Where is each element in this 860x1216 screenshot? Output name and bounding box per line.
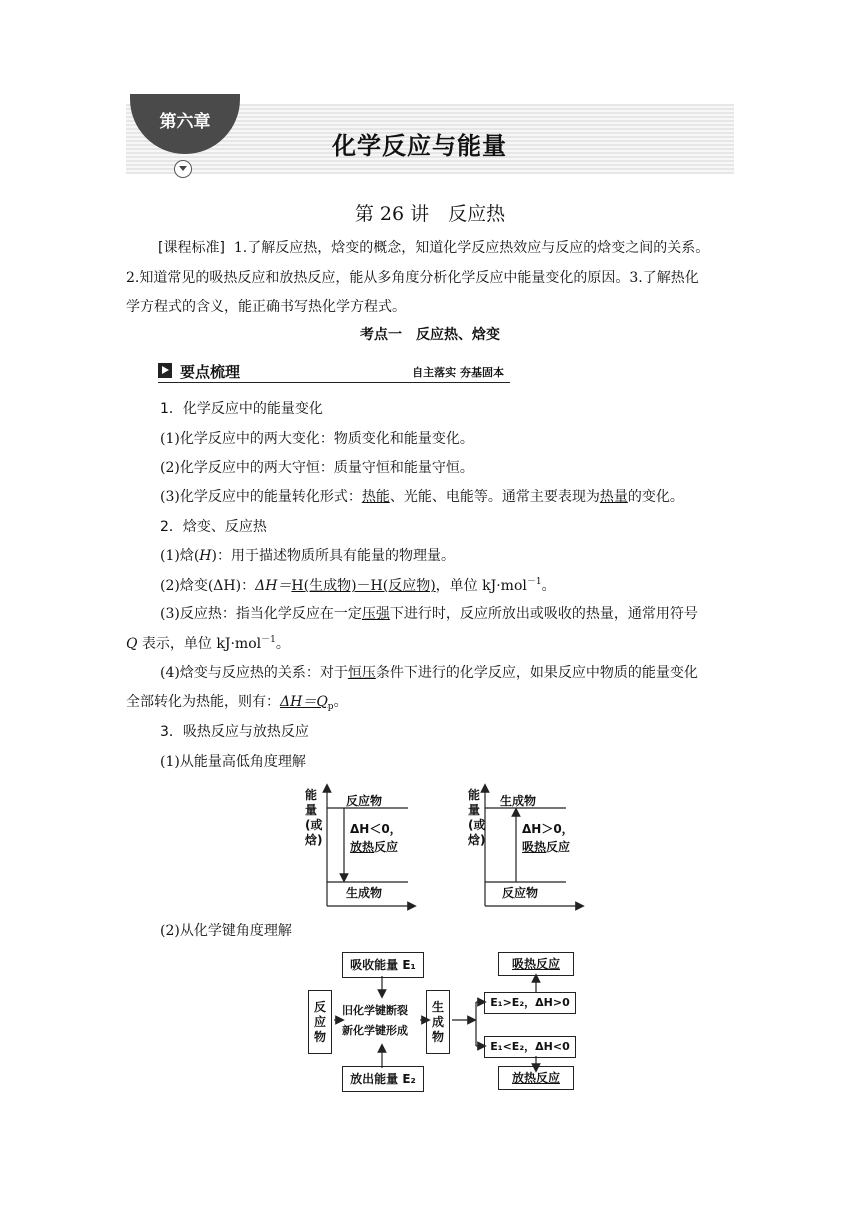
exo-condition-box: E₁<E₂，ΔH<0 [484,1036,576,1058]
right-top-level: 生成物 [500,794,537,808]
standard-text-2: 2.知道常见的吸热反应和放热反应，能从多角度分析化学反应中能量变化的原因。3.了解热化 [126,269,699,286]
bond-break-label: 旧化学键断裂 [342,1004,408,1017]
absorb-energy-box: 吸收能量 E₁ [342,952,424,978]
section-title: 要点梳理 [180,363,241,381]
energy-diagram-right [468,784,608,910]
right-kind: 吸热反应 [522,840,571,854]
s1-p2: (2)化学反应中的两大守恒：质量守恒和能量守恒。 [160,460,474,476]
chevron-down-icon[interactable] [174,160,192,178]
left-bottom-level: 生成物 [346,886,383,900]
chapter-banner [126,104,734,174]
s2-p3-cont: Q 表示，单位 kJ·mol$^{-1}$。 [126,635,290,652]
lecture-title: 第 26 讲 反应热 [354,203,506,225]
left-dh: ΔH＜0， [350,822,402,836]
section-subtitle: 自主落实 夯基固本 [412,366,504,379]
release-energy-box: 放出能量 E₂ [342,1066,424,1092]
play-icon [158,363,172,378]
left-kind: 放热反应 [350,840,399,854]
kaodian-title: 考点一 反应热、焓变 [360,327,500,343]
endothermic-box: 吸热反应 [498,952,574,976]
s3-p1: (1)从能量高低角度理解 [160,754,306,770]
reactant-box: 反应物 [308,990,332,1054]
bond-diagram [308,950,588,1092]
bond-form-label: 新化学键形成 [342,1024,408,1037]
s1-p3: (3)化学反应中的能量转化形式：热能、光能、电能等。通常主要表现为热量的变化。 [160,489,684,505]
chapter-badge: 第六章 [130,94,240,154]
standard-text-3: 学方程式的含义，能正确书写热化学方程式。 [126,299,406,315]
s2-p4-cont: 全部转化为热能，则有：$\Delta H=Q_p$。 [126,694,348,712]
s2-p1: (1)焓(H)：用于描述物质所具有能量的物理量。 [160,548,455,564]
section-bar [158,361,510,383]
s1-p1: (1)化学反应中的两大变化：物质变化和能量变化。 [160,431,474,447]
heading-3: 3．吸热反应与放热反应 [160,724,309,740]
s2-p3: (3)反应热：指当化学反应在一定压强下进行时，反应所放出或吸收的热量，通常用符号 [160,606,698,622]
right-bottom-level: 反应物 [502,886,539,900]
product-box: 生成物 [426,990,450,1054]
standard-text-1: 1.了解反应热，焓变的概念，知道化学反应热效应与反应的焓变之间的关系。 [233,240,710,256]
left-top-level: 反应物 [346,794,383,808]
heading-2: 2．焓变、反应热 [160,519,267,535]
endo-condition-box: E₁>E₂，ΔH>0 [484,992,576,1014]
s2-p4: (4)焓变与反应热的关系：对于恒压条件下进行的化学反应，如果反应中物质的能量变化 [160,665,698,681]
course-standard [126,234,734,323]
s3-p2: (2)从化学键角度理解 [160,923,292,939]
heading-1: 1．化学反应中的能量变化 [160,401,323,417]
standard-tag: [课程标准] [158,240,225,256]
exothermic-box: 放热反应 [498,1066,574,1090]
left-yaxis-label: 能量(或焓) [305,788,323,847]
s2-p2: (2)焓变(ΔH)：ΔH＝H(生成物)－H(反应物)，单位 kJ·mol$^{-1}$。 [160,577,556,594]
right-yaxis-label: 能量(或焓) [468,788,486,847]
chapter-title: 化学反应与能量 [332,132,507,160]
right-dh: ΔH＞0， [522,822,574,836]
